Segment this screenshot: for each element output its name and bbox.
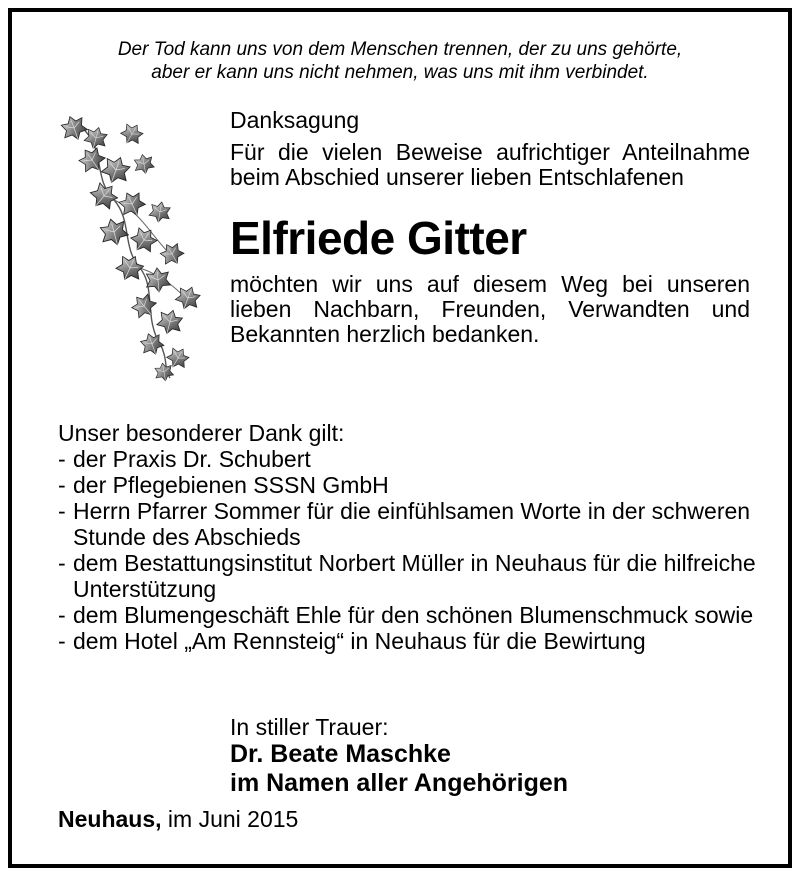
main-text [230,108,750,347]
list-item: - der Praxis Dr. Schubert [58,446,758,472]
deceased-name: Elfriede Gitter [230,212,527,264]
signer-name: Dr. Beate Maschke [230,740,451,768]
list-item: - dem Hotel „Am Rennsteig“ in Neuhaus für die Bewirtung [58,628,758,654]
motto-quote [12,38,788,84]
obituary-notice [12,12,788,864]
signoff [230,714,750,798]
list-item: - der Pflegebienen SSSN GmbH [58,472,758,498]
motto-line: aber er kann uns nicht nehmen, was uns mit ihm verbindet. [151,62,649,83]
ivy-icon [52,108,212,382]
heading: Danksagung [230,107,360,133]
date: im Juni 2015 [167,806,299,832]
special-thanks [58,420,758,654]
intro-text: Für die vielen Beweise aufrichtiger Anteilnahme beim Abschied unserer lieben Entschlafenen [230,139,750,190]
list-item: - dem Blumengeschäft Ehle für den schönen Blumenschmuck sowie [58,602,758,628]
notice-frame [8,8,792,868]
special-thanks-list [58,446,758,654]
special-thanks-lead: Unser besonderer Dank gilt: [58,420,345,446]
list-item: - dem Bestattungsinstitut Norbert Müller in Neuhaus für die hilfreiche Unterstützung [58,550,758,602]
thanks-text: möchten wir uns auf diesem Weg bei unseren lieben Nachbarn, Freunden, Verwandten und Bekannten herzlich bedanken. [230,271,750,347]
list-item: - Herrn Pfarrer Sommer für die einfühlsamen Worte in der schweren Stunde des Abschieds [58,498,758,550]
mourning-line: In stiller Trauer: [230,714,389,740]
motto-line: Der Tod kann uns von dem Menschen trennen, der zu uns gehörte, [117,39,683,60]
place-date [58,806,298,832]
place: Neuhaus, [58,806,162,832]
signer-on-behalf: im Namen aller Angehörigen [230,769,569,797]
